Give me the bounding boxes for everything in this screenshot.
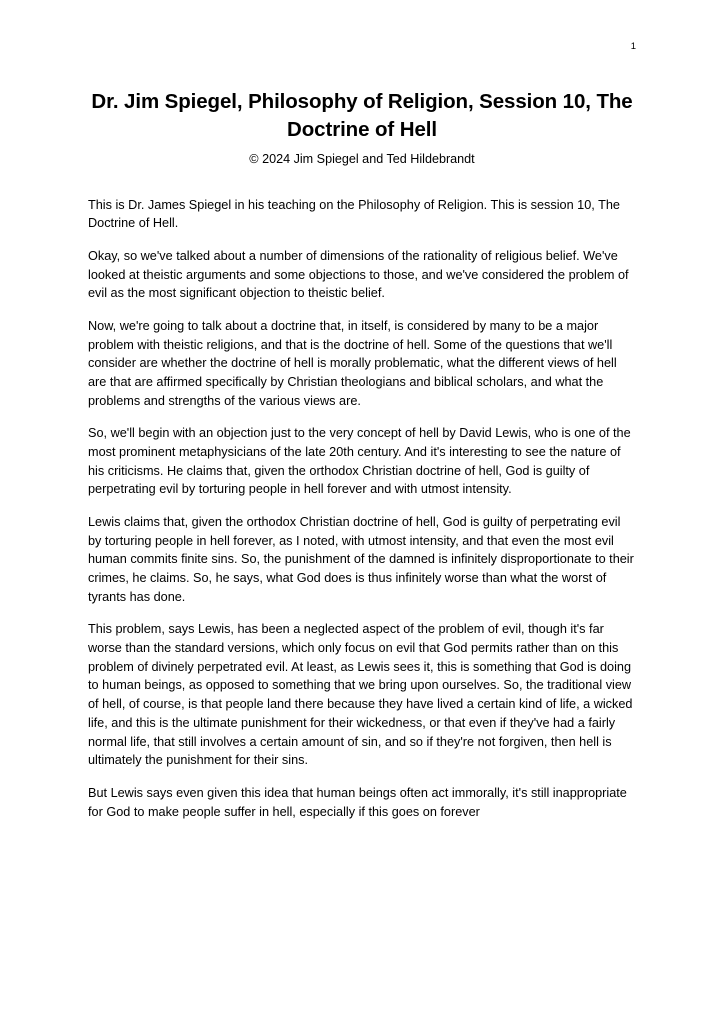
body-paragraph: This problem, says Lewis, has been a neglected aspect of the problem of evil, though it's far worse than the standard versions, which only focus on evil that God permits rather than on this problem of divinely perpetrated evil. At least, as Lewis sees it, this is something that God is doing to human beings, as opposed to something that we bring upon ourselves. So, the traditional view of hell, of course, is that people land there because they have lived a certain kind of life, a wicked life, and this is the ultimate punishment for their wickedness, or that even if they've had a fairly normal life, that still involves a certain amount of sin, and so if they're not forgiven, then hell is ultimately the punishment for their sins. [88,622,633,768]
document-body [88,168,636,821]
body-paragraph: Now, we're going to talk about a doctrine that, in itself, is considered by many to be a major problem with theistic religions, and that is the doctrine of hell. Some of the questions that we'll consider are whether the doctrine of hell is morally problematic, what the different views of hell are that are affirmed specifically by Christian theologians and biblical scholars, and what the problems and strengths of the various views are. [88,319,617,408]
body-paragraph: Lewis claims that, given the orthodox Christian doctrine of hell, God is guilty of perpetrating evil by torturing people in hell forever, as I noted, with utmost intensity, and that even the most evil human commits finite sins. So, the punishment of the damned is infinitely disproportionate to their crimes, he claims. So, he says, what God does is thus infinitely worse than what the worst of tyrants has done. [88,515,634,604]
copyright-line: © 2024 Jim Spiegel and Ted Hildebrandt [249,152,475,167]
body-paragraph: But Lewis says even given this idea that human beings often act immorally, it's still inappropriate for God to make people suffer in hell, especially if this goes on forever [88,785,627,819]
body-paragraph: Okay, so we've talked about a number of dimensions of the rationality of religious belief. We've looked at theistic arguments and some objections to those, and we've considered the problem of evil as the most significant objection to theistic belief. [88,249,629,301]
page-title: Dr. Jim Spiegel, Philosophy of Religion, Session 10, The Doctrine of Hell [91,90,633,141]
page-number: 1 [630,41,636,52]
body-paragraph: This is Dr. James Spiegel in his teaching on the Philosophy of Religion. This is session 10, The Doctrine of Hell. [88,197,620,231]
body-paragraph: So, we'll begin with an objection just to the very concept of hell by David Lewis, who is one of the most prominent metaphysicians of the late 20th century. And it's interesting to see the nature of his criticisms. He claims that, given the orthodox Christian doctrine of hell, God is guilty of perpetrating evil by torturing people in hell forever and with utmost intensity. [88,426,631,497]
